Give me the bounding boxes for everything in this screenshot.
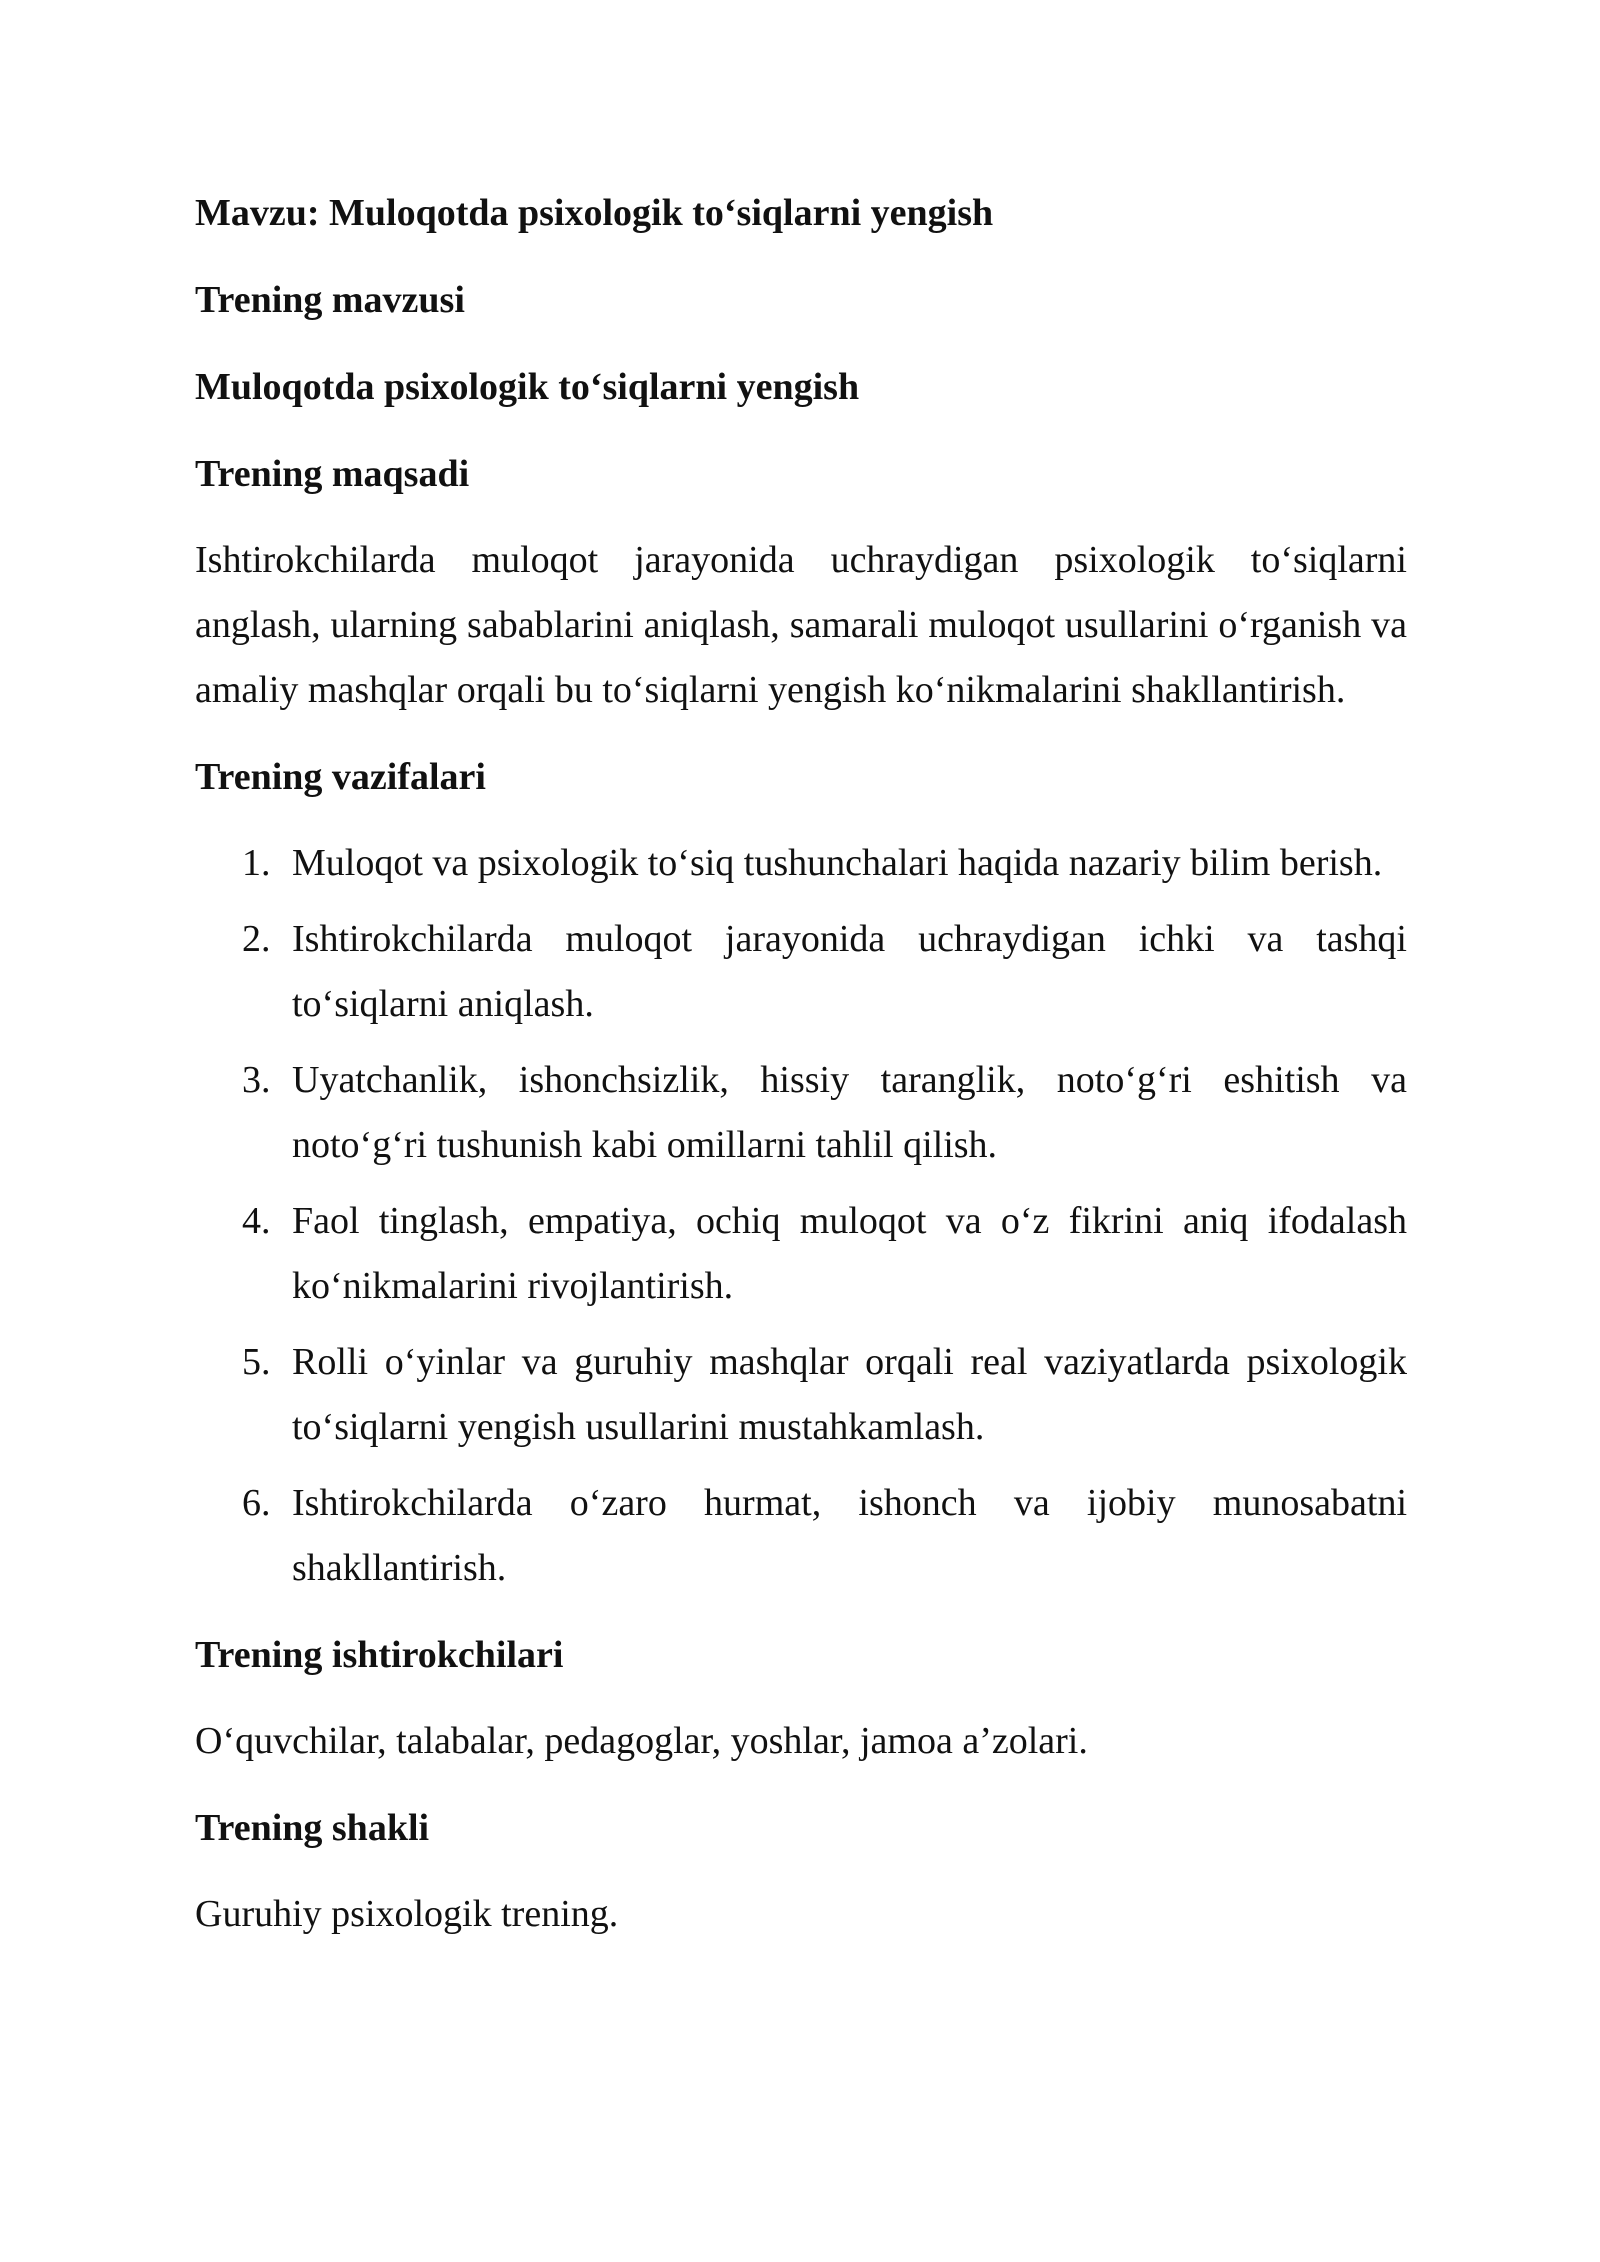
list-item-text: Uyatchanlik, ishonchsizlik, hissiy taranglik, noto‘g‘ri eshitish va noto‘g‘ri tushunish kabi omillarni tahlil qilish. [292,1059,1407,1166]
list-item-number: 2. [242,918,271,960]
list-item-text: Ishtirokchilarda o‘zaro hurmat, ishonch va ijobiy munosabatni shakllantirish. [292,1482,1407,1589]
document-page [195,190,1407,1978]
list-item-text: Rolli o‘yinlar va guruhiy mashqlar orqali real vaziyatlarda psixologik to‘siqlarni yengish usullarini mustahkamlash. [292,1341,1407,1448]
goal-paragraph: Ishtirokchilarda muloqot jarayonida uchraydigan psixologik to‘siqlarni anglash, ularning sabablarini aniqlash, samarali muloqot usullarini o‘rganish va amaliy mashqlar orqali bu to‘siqlarni yengish ko‘nikmalarini shakllantirish. [195,539,1407,711]
list-item [195,1471,1407,1601]
list-item [195,1330,1407,1460]
tasks-list [195,831,1407,1601]
list-item [195,831,1407,896]
topic-text: Muloqotda psixologik to‘siqlarni yengish [195,366,860,408]
list-item [195,1189,1407,1319]
list-item-number: 1. [242,842,271,884]
list-item-number: 5. [242,1341,271,1383]
list-item-text: Faol tinglash, empatiya, ochiq muloqot va o‘z fikrini aniq ifodalash ko‘nikmalarini rivojlantirish. [292,1200,1407,1307]
participants-heading: Trening ishtirokchilari [195,1634,564,1676]
list-item-number: 4. [242,1200,271,1242]
list-item-number: 3. [242,1059,271,1101]
list-item-text: Muloqot va psixologik to‘siq tushunchalari haqida nazariy bilim berish. [292,842,1383,884]
document-title: Mavzu: Muloqotda psixologik to‘siqlarni yengish [195,192,994,234]
topic-heading: Trening mavzusi [195,279,465,321]
participants-paragraph: O‘quvchilar, talabalar, pedagoglar, yoshlar, jamoa a’zolari. [195,1720,1088,1762]
goal-heading: Trening maqsadi [195,453,470,495]
form-heading: Trening shakli [195,1807,430,1849]
tasks-heading: Trening vazifalari [195,756,486,798]
list-item-text: Ishtirokchilarda muloqot jarayonida uchraydigan ichki va tashqi to‘siqlarni aniqlash. [292,918,1407,1025]
list-item [195,1048,1407,1178]
list-item [195,907,1407,1037]
form-paragraph: Guruhiy psixologik trening. [195,1893,619,1935]
list-item-number: 6. [242,1482,271,1524]
